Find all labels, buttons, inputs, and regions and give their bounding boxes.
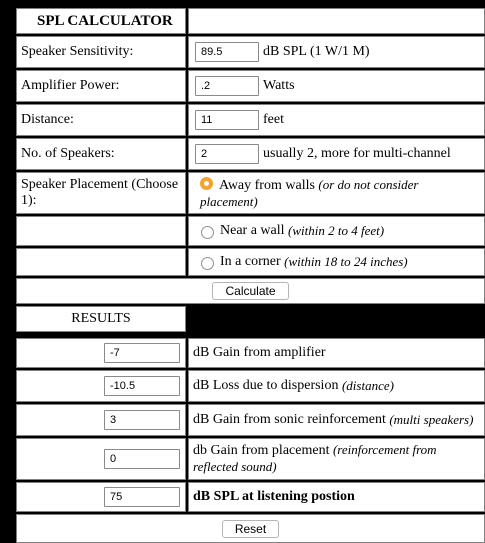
sensitivity-label-cell [16,36,186,68]
dispersion-loss-note: (distance) [341,378,394,393]
speakers-unit: usually 2, more for multi-channel [263,146,451,161]
spl-output[interactable] [104,487,180,507]
radio-away-icon[interactable] [200,177,213,190]
option-away-note: (or do not consider placement) [200,177,419,209]
result-row-3-value-cell [16,438,186,480]
speakers-label: No. of Speakers: [21,146,115,161]
distance-input[interactable] [195,110,259,130]
reset-row [16,514,485,543]
sensitivity-unit: dB SPL (1 W/1 M) [263,44,370,59]
distance-label-cell [16,104,186,136]
result-row-4-label-cell [188,482,485,512]
header-blank-cell [188,8,485,34]
power-label: Amplifier Power: [21,78,120,93]
sensitivity-label: Speaker Sensitivity: [21,44,134,59]
sonic-gain-output[interactable] [104,410,180,430]
result-row-0-value-cell [16,338,186,368]
radio-corner-icon[interactable] [201,257,214,270]
power-value-cell [188,70,485,102]
calculate-button[interactable]: Calculate [212,282,288,300]
distance-unit: feet [263,112,284,127]
distance-value-cell [188,104,485,136]
calculator-title-text: SPL CALCULATOR [37,12,173,29]
placement-option-corner[interactable] [188,248,485,276]
option-wall-label: Near a wall [220,223,285,238]
option-wall-note: (within 2 to 4 feet) [288,223,385,238]
calculate-row [16,278,485,304]
result-row-2-value-cell [16,404,186,436]
dispersion-loss-output[interactable] [104,376,180,396]
power-unit: Watts [263,78,295,93]
option-corner-label: In a corner [220,254,281,269]
placement-gain-output[interactable] [104,449,180,469]
result-row-2-label-cell [188,404,485,436]
speakers-value-cell [188,138,485,170]
dispersion-loss-label: dB Loss due to dispersion [193,378,339,393]
result-row-4-value-cell [16,482,186,512]
spl-label: dB SPL at listening postion [193,489,355,504]
radio-wall-icon[interactable] [201,226,214,239]
placement-blank-cell-1 [16,216,186,246]
placement-gain-note: (reinforcement from reflected sound) [193,442,437,474]
result-row-0-label-cell [188,338,485,368]
distance-label: Distance: [21,112,74,127]
reset-button[interactable]: Reset [222,520,279,538]
sonic-gain-label: dB Gain from sonic reinforcement [193,412,386,427]
power-label-cell [16,70,186,102]
placement-blank-cell-2 [16,248,186,276]
results-title-cell [16,306,186,332]
result-row-1-label-cell [188,370,485,402]
result-row-1-value-cell [16,370,186,402]
speakers-input[interactable] [195,144,259,164]
sensitivity-value-cell [188,36,485,68]
option-away-label: Away from walls [219,178,315,193]
placement-option-wall[interactable] [188,216,485,246]
amp-gain-output[interactable] [104,343,180,363]
placement-gain-label: db Gain from placement [193,443,330,458]
results-title: RESULTS [71,311,131,326]
placement-option-away[interactable] [188,172,485,214]
calculator-title [16,8,186,34]
speakers-label-cell [16,138,186,170]
placement-label: Speaker Placement (Choose 1): [21,177,179,208]
sensitivity-input[interactable] [195,42,259,62]
power-input[interactable] [195,76,259,96]
amp-gain-label: dB Gain from amplifier [193,345,326,360]
option-corner-note: (within 18 to 24 inches) [284,254,408,269]
result-row-3-label-cell [188,438,485,480]
placement-label-cell [16,172,186,214]
sonic-gain-note: (multi speakers) [389,412,474,427]
